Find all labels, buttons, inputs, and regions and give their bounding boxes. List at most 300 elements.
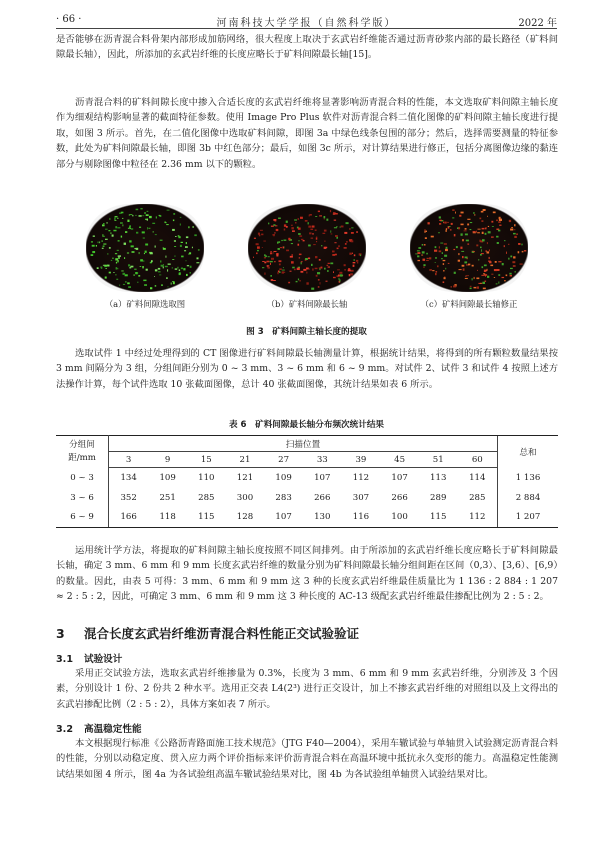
speck — [286, 226, 288, 228]
speck — [417, 255, 419, 257]
speck — [484, 274, 487, 276]
count-cell: 134 — [120, 472, 137, 483]
count-cell: 109 — [275, 472, 292, 483]
section-3-heading — [56, 624, 359, 642]
speck — [143, 238, 145, 239]
speck — [312, 233, 313, 235]
speck — [198, 249, 200, 250]
speck — [134, 269, 136, 270]
speck — [353, 262, 356, 263]
speck — [166, 224, 169, 225]
speck — [513, 256, 515, 258]
speck — [258, 233, 260, 235]
speck — [432, 270, 434, 271]
speck — [292, 254, 293, 256]
speck — [483, 273, 485, 274]
scan-position-39: 39 — [342, 452, 381, 468]
speck — [115, 216, 118, 217]
speck — [309, 232, 311, 234]
speck — [178, 236, 180, 238]
speck — [172, 281, 175, 282]
speck — [444, 277, 446, 279]
speck — [521, 244, 522, 246]
speck — [340, 274, 343, 276]
speck — [330, 263, 333, 265]
section-3-2-title: 高温稳定性能 — [84, 724, 142, 735]
speck — [510, 268, 513, 269]
speck — [480, 247, 482, 249]
section-3-2-heading — [56, 721, 142, 735]
speck — [333, 214, 335, 215]
speck — [174, 246, 176, 247]
speck — [299, 254, 302, 256]
speck — [180, 217, 182, 218]
speck — [443, 270, 445, 271]
speck — [461, 251, 464, 252]
speck — [113, 272, 114, 273]
design-block — [56, 666, 558, 712]
speck — [142, 231, 145, 233]
speck — [103, 244, 106, 245]
speck — [167, 210, 170, 211]
analysis-paragraph: 运用统计学方法，将提取的矿料间隙主轴长度按照不同区间排列。由于所添加的玄武岩纤维长度应略长于矿料间隙最长轴，确定 3 mm、6 mm 和 9 mm 长度玄武岩纤维的数量分别为矿料间隙最长轴分组间距在区间（0,3）、[3,6）、[6,9）的数量。因此，由表 5 可得：3 mm、6 mm 和 9 mm 这 3 种的长度玄武岩纤维最佳质量比为 1 136 : 2 884 : 1 207 ≈ 2 : 5 : 2，因此，可确定 3 mm、6 mm 和 9 mm 这 3 种长度的 AC-13 级配玄武岩纤维最佳掺配比例为 2 : 5 : 2。 — [56, 545, 558, 603]
speck — [326, 247, 328, 248]
speck — [488, 231, 491, 233]
intro-paragraph: 是否能够在沥青混合料骨架内部形成加筋网络，很大程度上取决于玄武岩纤维能否通过沥青砂浆内部的最长路径（矿料间隙最长轴），因此，所添加的玄武岩纤维的长度应略长于矿料间隙最长轴[15]。 — [56, 34, 558, 61]
speck — [491, 221, 493, 223]
speck — [346, 241, 348, 242]
speck — [91, 241, 93, 242]
speck — [291, 243, 293, 244]
speck — [474, 287, 477, 289]
speck — [185, 246, 188, 248]
count-cell: 100 — [380, 508, 419, 528]
speck — [298, 240, 300, 241]
total-cell: 2 884 — [498, 488, 559, 508]
count-cell: 300 — [236, 492, 254, 503]
speck — [158, 271, 161, 272]
speck — [159, 275, 161, 276]
speck — [326, 281, 328, 282]
design-paragraph: 采用正交试验方法，选取玄武岩纤维掺量为 0.3%，长度为 3 mm、6 mm 和 9 mm 玄武岩纤维，分别涉及 3 个因素，分别设计 1 份、2 份共 2 种水平。选用正交表 L4(2³) 进行正交设计，加上不掺玄武岩纤维的对照组以及上文得出的玄武岩掺配比例（2 : 5 : 2），具体方案如表 7 所示。 — [56, 668, 558, 710]
speck — [159, 215, 161, 216]
speck — [102, 236, 105, 237]
speck — [91, 254, 94, 256]
speck — [462, 239, 464, 241]
speck — [254, 238, 256, 239]
speck — [102, 248, 104, 249]
speck — [496, 283, 498, 284]
speck — [520, 264, 523, 265]
speck — [171, 283, 172, 285]
speck — [488, 261, 491, 262]
analysis-block — [56, 543, 558, 605]
speck — [160, 240, 163, 241]
speck — [502, 277, 505, 278]
figure-3c-caption: （c）矿料间隙最长轴修正 — [420, 299, 518, 309]
speck — [360, 254, 361, 256]
speck — [487, 251, 490, 253]
speck — [308, 226, 311, 228]
speck — [484, 265, 487, 267]
speck — [310, 214, 312, 216]
speck — [339, 279, 340, 281]
stability-block — [56, 736, 558, 782]
speck — [439, 216, 441, 218]
speck — [306, 272, 307, 274]
speck — [445, 268, 446, 270]
speck — [279, 264, 281, 266]
speck — [181, 256, 184, 258]
figure-3c-image — [410, 204, 528, 292]
speck — [498, 282, 499, 284]
speck — [284, 240, 287, 241]
speck — [279, 272, 281, 273]
table-6 — [56, 435, 558, 528]
count-cell: 121 — [236, 472, 254, 483]
speck — [267, 261, 270, 263]
speck — [299, 280, 300, 281]
speck — [518, 243, 520, 245]
group-cell: 3 ~ 6 — [56, 488, 109, 508]
speck — [429, 257, 431, 259]
speck — [313, 244, 316, 245]
speck — [439, 220, 442, 221]
speck — [334, 227, 337, 228]
speck — [291, 261, 294, 263]
speck — [422, 244, 423, 246]
speck — [484, 271, 486, 272]
stats-block — [56, 346, 558, 392]
speck — [270, 252, 272, 254]
speck — [481, 249, 482, 251]
position-row — [56, 452, 558, 468]
count-cell: 352 — [120, 492, 137, 503]
group-cell: 0 ~ 3 — [56, 468, 109, 488]
speck — [149, 216, 152, 218]
speck — [354, 254, 356, 256]
speck — [155, 246, 156, 248]
speck — [487, 276, 489, 278]
speck — [315, 268, 318, 270]
speck — [434, 250, 437, 252]
speck — [257, 246, 260, 248]
speck — [125, 231, 127, 233]
speck — [109, 247, 111, 249]
speck — [172, 259, 174, 260]
speck — [482, 239, 485, 241]
speck — [273, 253, 274, 254]
journal-name: 河南科技大学学报（自然科学版） — [216, 18, 397, 29]
speck — [273, 280, 276, 281]
speck — [454, 234, 456, 236]
speck — [299, 235, 302, 236]
stats-paragraph: 选取试件 1 中经过处理得到的 CT 图像进行矿料间隙最长轴测量计算，根据统计结果，将得到的所有颗粒数量结果按 3 mm 间隔分为 3 组，分组间距分别为 0 ~ 3 mm、3 ~ 6 mm 和 6 ~ 9 mm。对试件 2、试件 3 和试件 4 按照上述方法操作计算，每个试件选取 10 张截面图像，总计 40 张截面图像，其统计结果如表 6 所示。 — [56, 348, 558, 390]
speck — [452, 217, 454, 218]
speck — [284, 229, 286, 231]
speck — [283, 247, 284, 249]
count-cell: 130 — [303, 508, 342, 528]
speck — [270, 275, 272, 277]
speck — [354, 259, 355, 261]
speck — [184, 250, 186, 251]
speck — [460, 247, 462, 249]
speck — [154, 276, 155, 277]
speck — [281, 240, 283, 241]
speck — [508, 244, 509, 245]
speck — [291, 227, 294, 229]
speck — [338, 245, 340, 247]
speck — [334, 220, 336, 221]
speck — [423, 259, 426, 261]
speck — [417, 250, 420, 251]
speck — [309, 269, 310, 270]
speck — [350, 228, 351, 230]
speck — [109, 272, 111, 274]
speck — [488, 226, 489, 227]
total-cell: 1 136 — [498, 468, 559, 488]
speck — [318, 286, 320, 287]
count-cell: 285 — [198, 492, 215, 503]
speck — [134, 274, 135, 275]
speck — [315, 216, 317, 217]
speck — [118, 240, 120, 241]
speck — [264, 257, 266, 258]
speck — [344, 247, 347, 248]
speck — [190, 266, 192, 268]
speck — [424, 244, 426, 245]
speck — [321, 245, 322, 246]
speck — [351, 232, 354, 234]
speck — [311, 264, 313, 266]
speck — [351, 240, 354, 242]
speck — [466, 257, 467, 258]
speck — [324, 230, 327, 232]
speck — [340, 227, 341, 228]
speck — [454, 272, 456, 274]
speck — [147, 211, 149, 212]
speck — [132, 251, 135, 253]
speck — [467, 224, 469, 226]
speck — [168, 264, 171, 265]
speck — [155, 269, 158, 271]
speck — [476, 278, 479, 280]
speck — [448, 226, 450, 228]
speck — [115, 253, 117, 254]
speck — [301, 271, 304, 273]
speck — [116, 279, 118, 280]
publication-year: 2022 年 — [518, 18, 557, 29]
scan-position-15: 15 — [187, 452, 226, 468]
count-cell: 113 — [430, 472, 447, 483]
method-block — [56, 95, 558, 172]
speck — [140, 259, 143, 261]
speck — [181, 242, 183, 243]
speck — [333, 271, 334, 273]
speck — [324, 241, 325, 242]
speck — [305, 220, 308, 222]
speck — [106, 222, 107, 223]
speck — [524, 250, 526, 251]
speck — [153, 231, 154, 232]
speck — [277, 242, 279, 244]
speck — [163, 264, 164, 265]
speck — [499, 225, 501, 226]
speck — [298, 233, 301, 235]
speck — [459, 215, 461, 217]
speck — [156, 216, 157, 218]
speck — [516, 234, 518, 235]
speck — [115, 274, 116, 275]
speck — [344, 232, 347, 234]
speck — [441, 258, 443, 259]
speck — [435, 257, 436, 259]
speck — [477, 286, 479, 288]
speck — [260, 230, 263, 231]
speck — [439, 250, 442, 252]
speck — [315, 256, 317, 258]
total-cell: 1 207 — [498, 508, 559, 528]
speck — [98, 242, 99, 244]
speck — [481, 220, 483, 222]
speck — [349, 274, 351, 276]
speck — [431, 236, 434, 238]
speck — [140, 266, 142, 267]
speck — [444, 243, 447, 244]
table-6-title: 表 6 矿料间隙最长轴分布频次统计结果 — [228, 420, 385, 430]
speck — [174, 240, 176, 241]
speck — [101, 267, 103, 269]
speck — [474, 214, 475, 215]
count-cell: 251 — [159, 492, 176, 503]
speck — [139, 227, 141, 228]
speck — [161, 284, 163, 286]
speck — [461, 212, 464, 214]
scan-position-9: 9 — [148, 452, 187, 468]
speck — [294, 219, 297, 220]
speck — [275, 221, 277, 222]
speck — [128, 286, 131, 288]
section-3-1-title: 试验设计 — [84, 654, 123, 665]
speck — [510, 229, 513, 231]
speck — [422, 251, 425, 253]
speck — [496, 236, 498, 238]
speck — [502, 263, 504, 265]
speck — [336, 237, 338, 239]
speck — [142, 215, 144, 216]
speck — [493, 212, 496, 214]
speck — [290, 271, 292, 272]
speck — [472, 251, 475, 252]
speck — [180, 245, 182, 247]
speck — [131, 245, 134, 247]
speck — [288, 282, 290, 284]
intro-block — [56, 32, 558, 63]
section-3-1-heading — [56, 651, 122, 665]
speck — [445, 249, 448, 251]
speck — [320, 282, 321, 284]
speck — [275, 232, 276, 233]
speck — [468, 264, 470, 266]
scan-position-45: 45 — [380, 452, 419, 468]
speck — [338, 275, 340, 277]
speck — [144, 253, 145, 254]
speck — [513, 265, 516, 266]
speck — [197, 257, 199, 259]
speck — [179, 269, 180, 271]
speck — [323, 233, 326, 234]
speck — [108, 230, 110, 231]
speck — [175, 268, 178, 269]
speck — [439, 246, 440, 248]
speck — [496, 220, 498, 222]
speck — [99, 242, 100, 244]
speck — [150, 252, 153, 254]
speck — [327, 270, 329, 272]
speck — [473, 212, 475, 213]
speck — [160, 260, 161, 262]
speck — [417, 252, 420, 254]
count-cell: 285 — [469, 492, 486, 503]
speck — [495, 261, 497, 263]
speck — [115, 226, 117, 228]
speck — [435, 246, 437, 248]
speck — [491, 237, 494, 238]
speck — [310, 229, 313, 230]
speck — [271, 226, 274, 227]
speck — [324, 216, 326, 218]
speck — [480, 254, 482, 256]
speck — [268, 223, 269, 225]
figure-3c — [400, 204, 538, 312]
speck — [166, 277, 168, 278]
speck — [172, 229, 175, 231]
speck — [277, 272, 278, 274]
speck — [261, 234, 263, 236]
speck — [173, 282, 175, 284]
table-row — [56, 508, 558, 528]
figure-3-title: 图 3 矿料间隙主轴长度的提取 — [246, 327, 367, 337]
speck — [451, 286, 452, 288]
group-header-line1: 分组间 — [69, 439, 95, 450]
speck — [112, 258, 113, 259]
speck — [136, 232, 138, 234]
speck — [328, 267, 330, 268]
count-cell: 112 — [458, 508, 498, 528]
speck — [473, 231, 476, 232]
speck — [435, 262, 436, 263]
speck — [428, 222, 430, 224]
speck — [105, 277, 107, 279]
speck — [145, 244, 148, 246]
speck — [138, 275, 140, 277]
speck — [105, 239, 108, 240]
speck — [139, 252, 140, 254]
speck — [290, 256, 293, 258]
speck — [267, 265, 270, 266]
speck — [470, 222, 472, 223]
running-header — [56, 14, 557, 29]
speck — [97, 267, 99, 269]
speck — [457, 227, 458, 229]
speck — [337, 248, 339, 250]
speck — [515, 271, 516, 273]
speck — [288, 238, 290, 240]
speck — [165, 266, 168, 267]
speck — [453, 249, 455, 250]
speck — [461, 233, 463, 235]
speck — [319, 259, 321, 261]
